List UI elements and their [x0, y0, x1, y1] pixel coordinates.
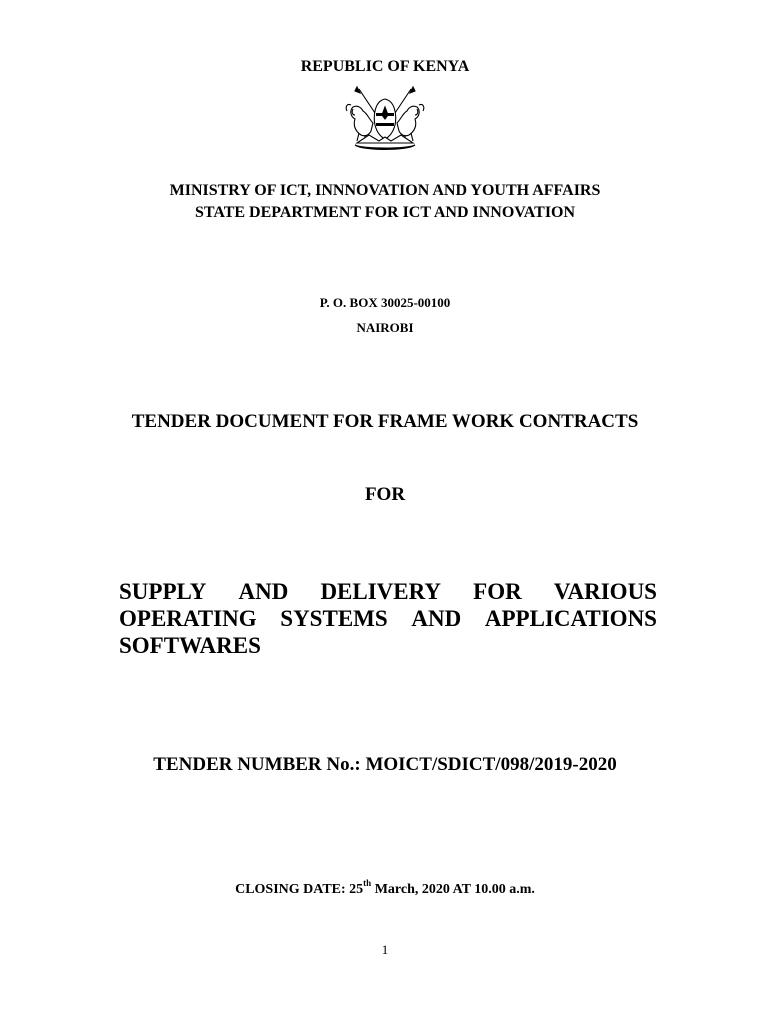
subject-word: SYSTEMS — [280, 606, 388, 631]
subject-word: FOR — [473, 579, 522, 604]
subject-word: AND — [238, 579, 289, 604]
tender-document-title: TENDER DOCUMENT FOR FRAME WORK CONTRACTS — [131, 411, 639, 432]
coat-of-arms-emblem — [339, 85, 431, 153]
tender-subject — [119, 578, 657, 659]
page-number: 1 — [381, 942, 389, 957]
city-address: NAIROBI — [356, 320, 414, 335]
ministry-name: MINISTRY OF ICT, INNNOVATION AND YOUTH AFFAIRS — [169, 182, 601, 199]
subject-word: DELIVERY — [320, 579, 442, 604]
subject-word: SOFTWARES — [119, 633, 261, 658]
department-name: STATE DEPARTMENT FOR ICT AND INNOVATION — [194, 204, 576, 221]
subject-word: SUPPLY — [119, 579, 207, 604]
title-connector: FOR — [364, 484, 406, 505]
subject-word: AND — [411, 606, 462, 631]
closing-date-label: CLOSING DATE: 25 — [235, 882, 364, 897]
subject-line-1 — [119, 578, 657, 605]
subject-word: OPERATING — [119, 606, 257, 631]
closing-date-suffix: th — [363, 878, 372, 888]
subject-word: APPLICATIONS — [484, 606, 657, 631]
closing-date-rest: March, 2020 AT 10.00 a.m. — [371, 882, 535, 897]
subject-line-2 — [119, 605, 657, 632]
tender-number: TENDER NUMBER No.: MOICT/SDICT/098/2019-2020 — [153, 754, 617, 775]
subject-word: VARIOUS — [553, 579, 657, 604]
po-box-address: P. O. BOX 30025-00100 — [319, 295, 451, 310]
country-heading: REPUBLIC OF KENYA — [300, 58, 470, 75]
subject-line-3 — [119, 632, 657, 659]
closing-date — [0, 878, 770, 898]
